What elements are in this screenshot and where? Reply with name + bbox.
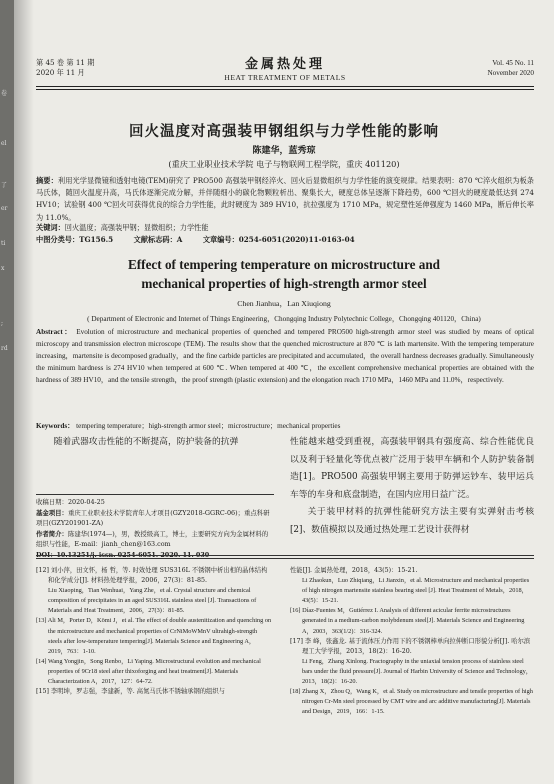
reference-en: Liu Xiaoping，Tian Wenhuai，Yang Zhe，et al. Crystal structure and chemical composition of precipitates in an aged SUS316L stainless steel [J]. Transactions of Materials and Heat Treatment，2006，27(3)：81-85. — [48, 587, 257, 615]
margin-fragment: el — [1, 140, 7, 147]
reference-cn: 性能[J]. 金属热处理，2018，43(5)：15-21. — [290, 567, 418, 574]
header-rule-thick — [36, 86, 534, 87]
references-left — [36, 566, 272, 697]
reference-entry — [290, 566, 534, 606]
classification-line — [36, 235, 534, 245]
authors-en: Chen Jianhua，Lan Xiuqiong — [237, 299, 331, 308]
reference-en: [14] Wang Yongjin，Song Renbo，Li Yaping. Microstructural evolution and mechanical properties of 9Cr18 steel after thixoforging and heat treatment[J]. Materials Characterization A，2017，127：64-72. — [36, 657, 261, 686]
keywords-label-cn: 关键词： — [36, 223, 65, 232]
reference-entry — [36, 687, 272, 697]
footnote-block — [36, 494, 274, 561]
reference-cn: [12] 刘小萍，田文怀，杨 哲，等. 时效处理 SUS316L 不锈钢中析出相的晶体结构和化学成分[J]. 材料热处理学报，2006，27(3)：81-85. — [36, 567, 268, 585]
scanner-left-margin — [0, 0, 14, 784]
document-code: 文献标志码：A — [133, 235, 183, 244]
reference-en: Li Feng，Zhang Xinlong. Fractography in the uniaxial tension process of stainless steel bars under the fluid pressure[J]. Journal of Harbin University of Science and Technology，2013，18(2)：16-20. — [302, 657, 533, 686]
reference-en: [16] Díaz-Fuentes M，Gutiérrez I. Analysis of different acicular ferrite microstructures generated in a medium-carbon molybdenum steel[J]. Materials Science and Engineering A，2003，363(1/2)：316-324. — [290, 607, 525, 635]
clc-number: 中图分类号：TG156.5 — [36, 235, 114, 244]
margin-fragment: x — [1, 265, 5, 272]
reference-entry — [290, 637, 534, 687]
reference-entry — [36, 657, 272, 687]
journal-page — [14, 0, 554, 784]
body-paragraph: 性能越来越受到重视，高强装甲钢具有强度高、综合性能优良以及利于轻量化等优点被广泛用于装甲车辆和个人防护装备制造[1]。PRO500 高强装甲钢主要用于防弹运钞车、装甲运兵车等的车身和底盘制造，在国内应用日益广泛。 — [290, 437, 534, 500]
margin-fragment: 了 — [1, 182, 8, 189]
article-title-en: Effect of tempering temperature on microstructure and mechanical properties of high-strength armor steel — [127, 257, 441, 291]
margin-fragment: rd — [1, 345, 8, 352]
article-title-cn: 回火温度对高强装甲钢组织与力学性能的影响 — [129, 123, 439, 140]
author-bio-label: 作者简介： — [36, 529, 68, 538]
date-cn: 2020 年 11 月 — [36, 68, 85, 77]
author-bio — [36, 529, 274, 550]
fund-text: 重庆工业职业技术学院青年人才项目(GZY2018-GGRC-06)；重点科研项目(GZY201901-ZA) — [36, 508, 270, 528]
affiliation-cn: (重庆工业职业技术学院 电子与物联网工程学院，重庆 401120) — [168, 159, 400, 169]
reference-en: [18] Zhang X，Zhou Q，Wang K，et al. Study on microstructure and tensile properties of high nitrogen Cr-Mn steel processed by CMT wire and arc additive manufacturing[J]. Materials and Design，2019，166：1-15. — [290, 688, 533, 716]
abstract-label-en: Abstract： — [36, 328, 73, 336]
header-right — [487, 58, 534, 78]
header-rule-thin — [36, 89, 534, 90]
keywords-cn — [36, 223, 534, 233]
page-gutter-shadow — [14, 0, 34, 784]
keywords-label-en: Keywords： — [36, 422, 75, 430]
author-bio-text: 陈建华(1974—)，男，教授级高工，博士，主要研究方向为金属材料的组织与性能，E-mail：jianh_chen@163.com — [36, 529, 269, 549]
reference-en: [13] Ali M，Porter D，Kömi J，et al. The effect of double austenitization and quenching on the microstructure and mechanical properties of CrNiMoWMnV ultrahigh-strength steels after low-temperature tempering[J]. Materials Science and Engineering A，2019，763：1-10. — [36, 617, 272, 655]
journal-name-cn: 金属热处理 — [244, 57, 325, 72]
references-right — [290, 566, 534, 717]
affiliation-en: ( Department of Electronic and Internet of Things Engineering，Chongqing Industry Polytechnic College，Chongqing 401120，China) — [87, 315, 481, 323]
volume-issue-cn: 第 45 卷 第 11 期 — [36, 58, 95, 67]
keywords-text-en: tempering temperature；high-strength armor steel；microstructure；mechanical properties — [76, 422, 341, 430]
reference-cn: [15] 李明坤，罗志强，李建新，等. 高氮马氏体不锈轴承钢的组织与 — [36, 688, 225, 696]
abstract-en — [36, 326, 534, 386]
fund-info — [36, 508, 274, 529]
received-date: 收稿日期：2020-04-25 — [36, 498, 105, 506]
running-header — [36, 58, 534, 86]
body-paragraph: 关于装甲材料的抗弹性能研究方法主要有实弹射击考核[2]、数值模拟以及通过热处理工艺设计获得材 — [290, 507, 534, 535]
abstract-text-cn: 利用光学显微镜和透射电镜(TEM)研究了 PRO500 高强装甲钢经淬火、回火后显微组织与力学性能的演变规律。结果表明：870 ℃淬火组织为板条马氏体，随回火温度升高，马氏体逐渐完成分解，并伴随细小的碳化物颗粒析出、聚集长大，硬度总体呈逐渐下降趋势，600 ℃回火的硬度最低达到 274 HV10；试验钢 400 ℃回火可获得优良的综合力学性能，此时硬度为 389 HV10，抗拉强度为 1710 MPa，规定塑性延伸强度为 1460 MPa，断后伸长率为 11.0%。 — [36, 176, 534, 222]
references-rule-thin — [36, 558, 534, 559]
reference-entry — [36, 616, 272, 656]
authors-cn: 陈建华，蓝秀琼 — [252, 146, 316, 156]
body-column-right — [290, 434, 534, 539]
margin-fragment: er — [1, 205, 8, 212]
body-paragraph: 随着武器攻击性能的不断提高，防护装备的抗弹 — [53, 437, 239, 447]
margin-fragment: 卷 — [1, 90, 8, 97]
abstract-cn — [36, 175, 534, 224]
abstract-label-cn: 摘要： — [36, 176, 58, 185]
reference-en: Li Zhaokun，Luo Zhiqiang，Li Jianxin，et al. Microstructure and mechanical properties of high nitrogen martensite stainless bearing steel [J]. Heat Treatment of Metals，2018，43(5)：15-21. — [302, 577, 530, 605]
journal-name-en: HEAT TREATMENT OF METALS — [224, 73, 346, 82]
keywords-en — [36, 421, 534, 431]
body-column-left — [36, 434, 274, 452]
reference-entry — [36, 566, 272, 616]
article-number: 文章编号：0254-6051(2020)11-0163-04 — [202, 235, 355, 244]
keywords-text-cn: 回火温度；高强装甲钢；显微组织；力学性能 — [64, 223, 209, 232]
reference-entry — [290, 606, 534, 636]
fund-label: 基金项目： — [36, 508, 68, 517]
header-center — [36, 58, 534, 83]
reference-entry — [290, 687, 534, 717]
abstract-text-en: Evolution of microstructure and mechanical properties of quenched and tempered PRO500 high-strength armor steel was studied by means of optical microscopy and transmission electron microscope (TEM). The results show that the quenched microstructure at 870 ℃ is lath martensite. With the tempering temperature increasing，martensite is decomposed gradually，and the fine carbide particles are precipitated and accumulated，the overall hardness decreases gradually. Simultaneously the minimum hardness is 274 HV10 when tempered at 600 ℃. When tempered at 400 ℃，the excellent comprehensive mechanical properties are obtained with the hardness of 389 HV10，and the tensile strength，the proof strength (plastic extension) and the elongation reach 1710 MPa，1460 MPa and 11.0%，respectively. — [36, 328, 534, 384]
reference-cn: [17] 李 峰，张鑫龙. 基于流体压力作用下的不锈钢棒单向拉伸断口形貌分析[J]. 哈尔滨理工大学学报，2013，18(2)：16-20. — [290, 637, 531, 655]
references-rule-thick — [36, 555, 534, 556]
margin-fragment: ti — [1, 240, 6, 247]
volume-issue-en: Vol. 45 No. 11 — [492, 59, 534, 67]
date-en: November 2020 — [487, 69, 534, 77]
margin-fragment: ; — [1, 320, 4, 327]
